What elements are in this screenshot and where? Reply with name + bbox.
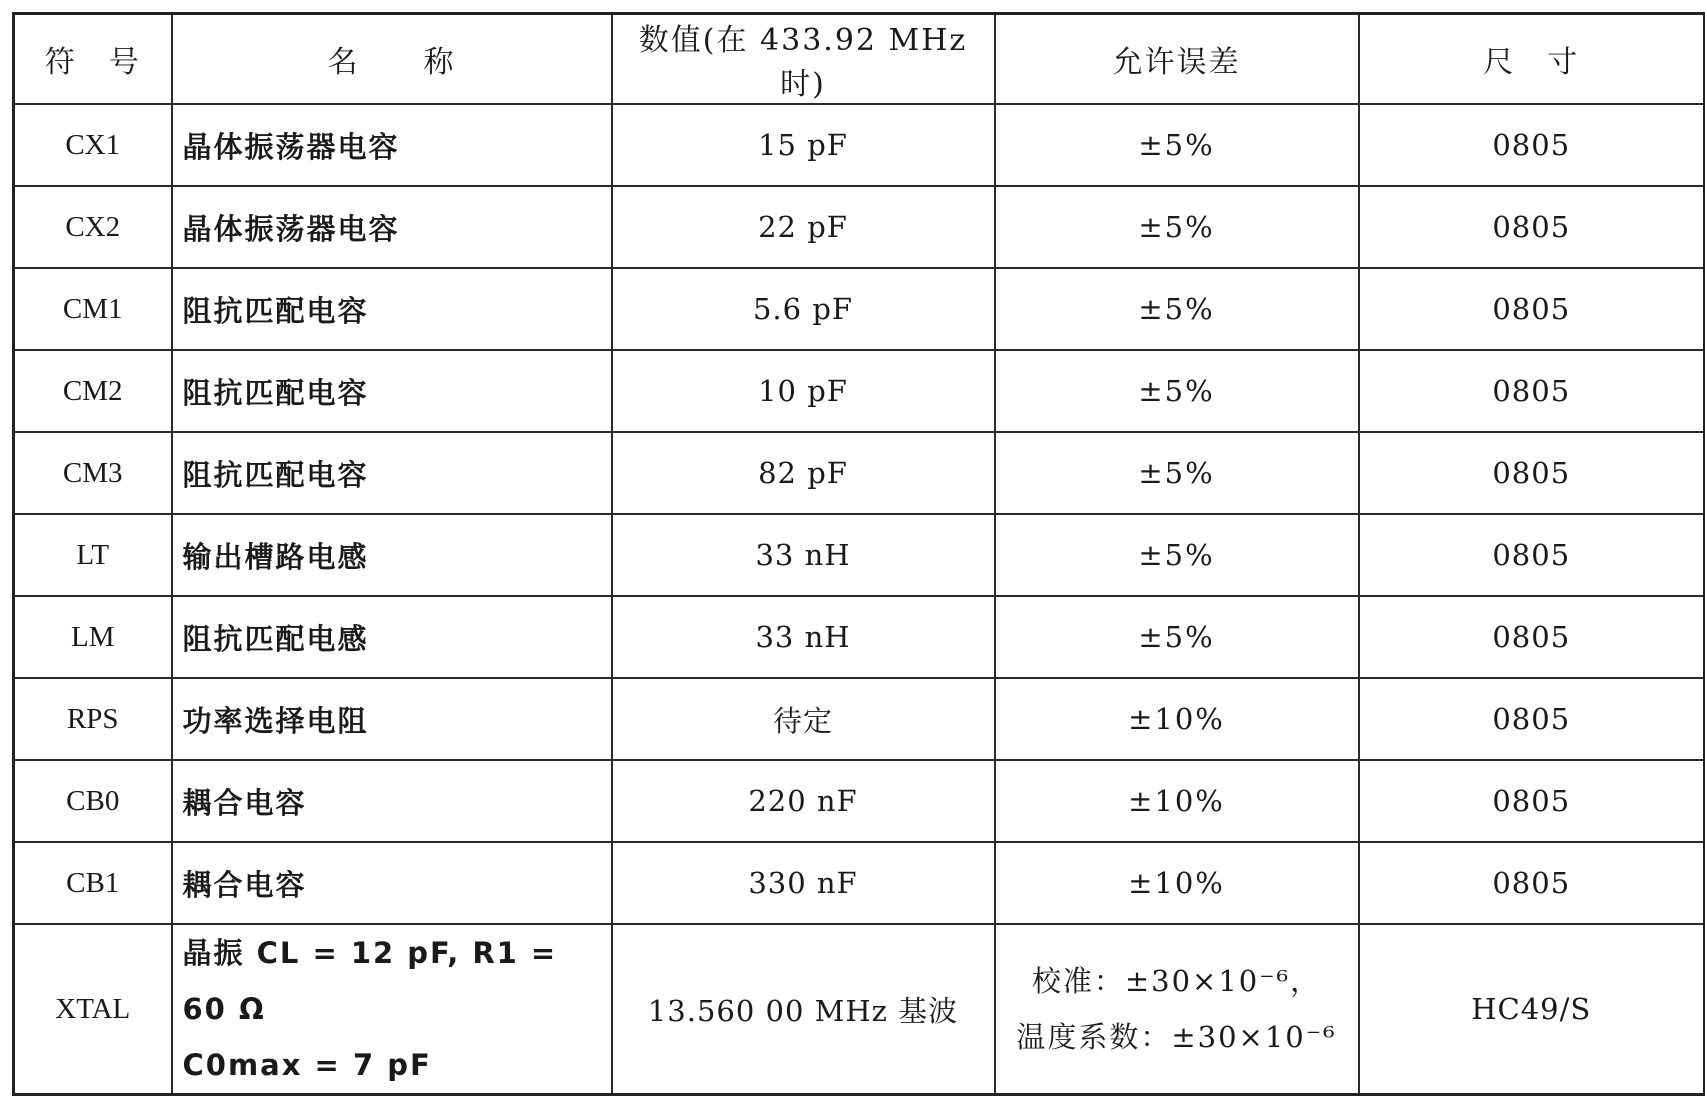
xtal-tolerance-line2: 温度系数：±30×10⁻⁶ <box>1016 1020 1337 1054</box>
cell-name: 耦合电容 <box>172 760 612 842</box>
header-name: 名 称 <box>172 14 612 105</box>
xtal-name-line2: C0max = 7 pF <box>182 1048 432 1082</box>
cell-value: 10 pF <box>612 350 995 432</box>
table-row <box>14 268 1705 350</box>
cell-size: 0805 <box>1359 760 1705 842</box>
cell-tolerance: ±10% <box>995 760 1359 842</box>
cell-size: 0805 <box>1359 268 1705 350</box>
cell-name: 晶体振荡器电容 <box>172 104 612 186</box>
cell-tolerance: ±5% <box>995 350 1359 432</box>
cell-value: 15 pF <box>612 104 995 186</box>
cell-name: 耦合电容 <box>172 842 612 924</box>
table-row <box>14 678 1705 760</box>
cell-size: 0805 <box>1359 514 1705 596</box>
cell-name: 阻抗匹配电容 <box>172 432 612 514</box>
cell-tolerance: ±10% <box>995 678 1359 760</box>
cell-symbol: CM1 <box>14 268 172 350</box>
cell-symbol: CM3 <box>14 432 172 514</box>
cell-name-xtal <box>172 924 612 1095</box>
cell-size: HC49/S <box>1359 924 1705 1095</box>
table-row <box>14 842 1705 924</box>
cell-symbol: LT <box>14 514 172 596</box>
cell-tolerance: ±5% <box>995 514 1359 596</box>
cell-symbol: LM <box>14 596 172 678</box>
cell-tolerance: ±5% <box>995 104 1359 186</box>
table-row <box>14 186 1705 268</box>
cell-value: 待定 <box>612 678 995 760</box>
cell-symbol: CX2 <box>14 186 172 268</box>
table-row <box>14 432 1705 514</box>
cell-tolerance: ±10% <box>995 842 1359 924</box>
cell-value: 33 nH <box>612 514 995 596</box>
cell-size: 0805 <box>1359 350 1705 432</box>
xtal-tolerance-line1: 校准：±30×10⁻⁶， <box>1031 964 1322 998</box>
cell-size: 0805 <box>1359 104 1705 186</box>
cell-size: 0805 <box>1359 678 1705 760</box>
header-tolerance: 允许误差 <box>995 14 1359 105</box>
table-row <box>14 514 1705 596</box>
cell-symbol: CB0 <box>14 760 172 842</box>
cell-symbol: RPS <box>14 678 172 760</box>
cell-value: 13.560 00 MHz 基波 <box>612 924 995 1095</box>
header-symbol: 符 号 <box>14 14 172 105</box>
cell-symbol: CX1 <box>14 104 172 186</box>
cell-tolerance: ±5% <box>995 186 1359 268</box>
cell-value: 330 nF <box>612 842 995 924</box>
cell-symbol: CB1 <box>14 842 172 924</box>
table-row <box>14 596 1705 678</box>
cell-value: 22 pF <box>612 186 995 268</box>
cell-name: 阻抗匹配电容 <box>172 350 612 432</box>
cell-size: 0805 <box>1359 432 1705 514</box>
header-value: 数值(在 433.92 MHz 时) <box>612 14 995 105</box>
cell-value: 82 pF <box>612 432 995 514</box>
xtal-name-line1: 晶振 CL = 12 pF, R1 = 60 Ω <box>182 936 558 1026</box>
cell-tolerance: ±5% <box>995 268 1359 350</box>
table-row <box>14 104 1705 186</box>
cell-value: 33 nH <box>612 596 995 678</box>
cell-value: 220 nF <box>612 760 995 842</box>
cell-tolerance-xtal <box>995 924 1359 1095</box>
cell-size: 0805 <box>1359 842 1705 924</box>
cell-name: 晶体振荡器电容 <box>172 186 612 268</box>
table-row <box>14 350 1705 432</box>
header-size: 尺 寸 <box>1359 14 1705 105</box>
cell-tolerance: ±5% <box>995 596 1359 678</box>
cell-name: 输出槽路电感 <box>172 514 612 596</box>
table-row <box>14 760 1705 842</box>
cell-value: 5.6 pF <box>612 268 995 350</box>
cell-tolerance: ±5% <box>995 432 1359 514</box>
cell-size: 0805 <box>1359 186 1705 268</box>
component-table <box>12 12 1705 1096</box>
cell-name: 功率选择电阻 <box>172 678 612 760</box>
cell-size: 0805 <box>1359 596 1705 678</box>
table-row-xtal <box>14 924 1705 1095</box>
cell-symbol: XTAL <box>14 924 172 1095</box>
cell-symbol: CM2 <box>14 350 172 432</box>
cell-name: 阻抗匹配电容 <box>172 268 612 350</box>
cell-name: 阻抗匹配电感 <box>172 596 612 678</box>
table-header-row <box>14 14 1705 105</box>
